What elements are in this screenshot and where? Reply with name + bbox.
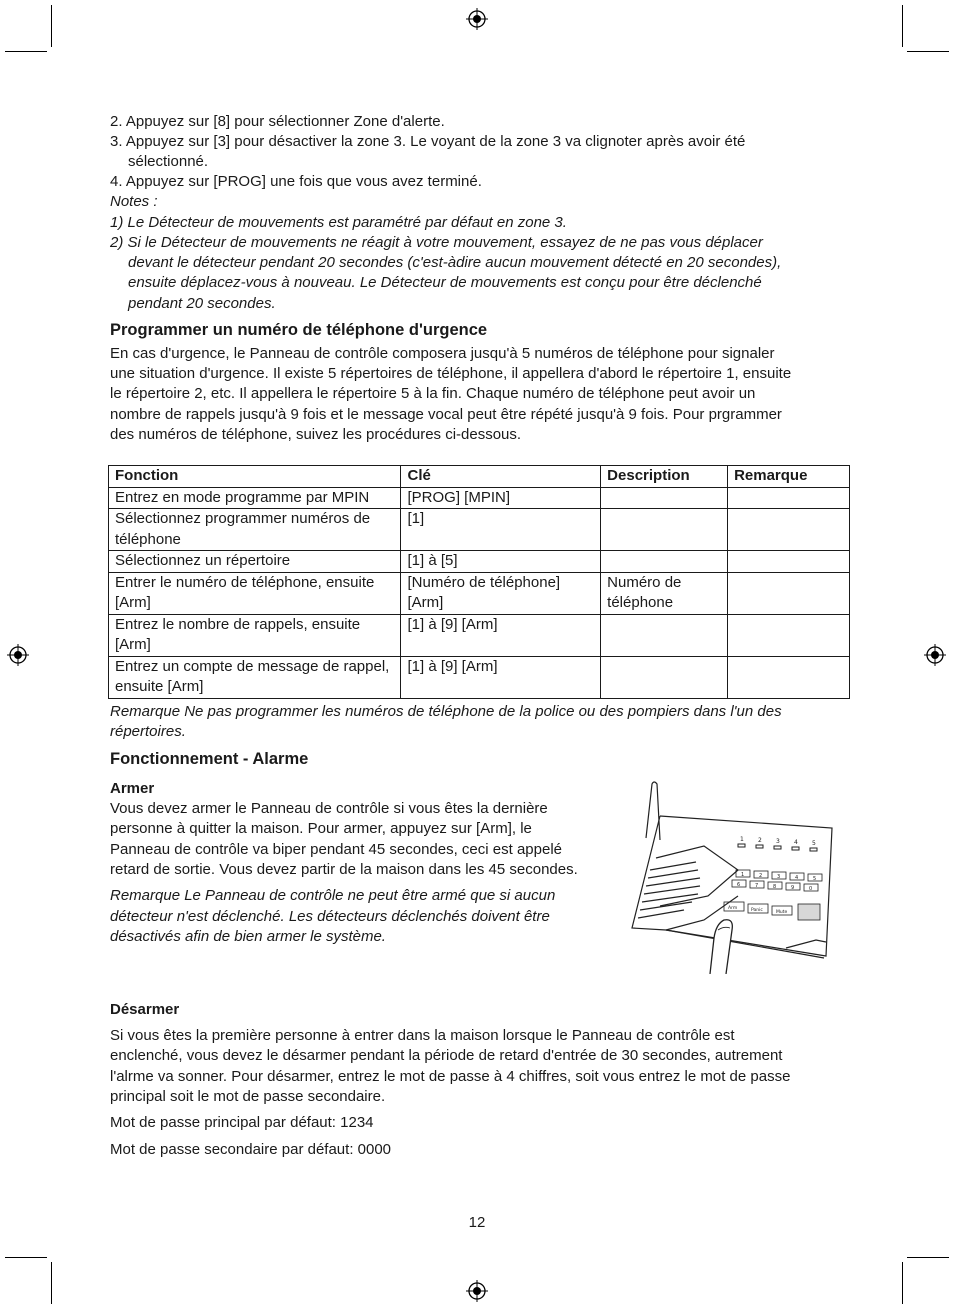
keypad-key: 0	[809, 886, 813, 892]
table-cell	[728, 509, 850, 551]
control-panel-illustration	[626, 778, 842, 974]
keypad-key: 5	[813, 876, 817, 882]
table-header: Fonction	[109, 466, 401, 488]
table-cell	[601, 614, 728, 656]
secondary-password: Mot de passe secondaire par défaut: 0000	[110, 1141, 392, 1158]
led-label: 3	[776, 838, 780, 845]
master-password: Mot de passe principal par défaut: 1234	[110, 1114, 374, 1131]
note-2-line: pendant 20 secondes.	[128, 295, 276, 312]
remark-line: Remarque Ne pas programmer les numéros de téléphone de la police ou des pompiers dans l'un des	[110, 703, 782, 720]
paragraph-line: personne à quitter la maison. Pour armer, appuyez sur [Arm], le	[110, 820, 532, 837]
list-item: 2. Appuyez sur [8] pour sélectionner Zone d'alerte.	[110, 113, 445, 130]
table-cell	[601, 487, 728, 509]
list-item: 4. Appuyez sur [PROG] une fois que vous avez terminé.	[110, 173, 482, 190]
panic-button-label: Panic	[751, 908, 763, 913]
table-cell: Entrez en mode programme par MPIN	[109, 487, 401, 509]
keypad-key: 9	[791, 885, 795, 891]
led-label: 2	[758, 837, 762, 844]
table-row	[109, 572, 850, 614]
section-heading-phone: Programmer un numéro de téléphone d'urgence	[110, 321, 488, 339]
paragraph-line: enclenché, vous devez le désarmer pendant la période de retard d'entrée de 30 secondes, autrement	[110, 1047, 783, 1064]
table-header: Description	[601, 466, 728, 488]
note-2-line: ensuite déplacez-vous à nouveau. Le Détecteur de mouvements est conçu pour être déclenché	[128, 274, 762, 291]
table-cell	[601, 656, 728, 698]
table-cell: [1]	[401, 509, 601, 551]
table-row	[109, 487, 850, 509]
keypad-key: 2	[759, 873, 763, 879]
led-label: 1	[740, 836, 744, 843]
note-2-line: 2) Si le Détecteur de mouvements ne réagit à votre mouvement, essayez de ne pas vous déplacer	[110, 234, 763, 251]
table-cell: [1] à [5]	[401, 551, 601, 573]
table-header: Clé	[401, 466, 601, 488]
table-cell: Sélectionnez programmer numéros de téléphone	[109, 509, 401, 551]
table-cell: [1] à [9] [Arm]	[401, 614, 601, 656]
registration-mark-icon	[466, 1280, 488, 1302]
note-1: 1) Le Détecteur de mouvements est paramétré par défaut en zone 3.	[110, 214, 567, 231]
table-cell: Entrez le nombre de rappels, ensuite [Arm]	[109, 614, 401, 656]
table-header-row	[109, 466, 850, 488]
subheading-disarm: Désarmer	[110, 1001, 180, 1018]
arm-button-label: Arm	[728, 906, 738, 911]
table-cell: Sélectionnez un répertoire	[109, 551, 401, 573]
table-cell	[601, 551, 728, 573]
table-cell	[728, 614, 850, 656]
paragraph-line: des numéros de téléphone, suivez les procédures ci-dessous.	[110, 426, 522, 443]
registration-mark-icon	[924, 644, 946, 666]
paragraph-line: Si vous êtes la première personne à entrer dans la maison lorsque le Panneau de contrôle est	[110, 1027, 735, 1044]
keypad-key: 3	[777, 874, 781, 880]
table-cell	[728, 656, 850, 698]
table-cell	[728, 572, 850, 614]
table-cell	[728, 487, 850, 509]
paragraph-line: Vous devez armer le Panneau de contrôle si vous êtes la dernière	[110, 800, 548, 817]
remark-line: Remarque Le Panneau de contrôle ne peut être armé que si aucun	[110, 887, 556, 904]
table-cell	[728, 551, 850, 573]
led-label: 5	[812, 840, 816, 847]
remark-line: répertoires.	[110, 723, 186, 740]
led-label: 4	[794, 839, 798, 846]
remark-line: détecteur n'est déclenché. Les détecteurs déclenchés doivent être	[110, 908, 550, 925]
table-cell: Numéro de téléphone	[601, 572, 728, 614]
table-row	[109, 656, 850, 698]
table-cell: [Numéro de téléphone] [Arm]	[401, 572, 601, 614]
paragraph-line: principal soit le mot de passe secondaire.	[110, 1088, 386, 1105]
table-cell: Entrez un compte de message de rappel, ensuite [Arm]	[109, 656, 401, 698]
table-row	[109, 614, 850, 656]
paragraph-line: le répertoire 2, etc. Il appellera le répertoire 5 à la fin. Chaque numéro de téléphone peut avoir un	[110, 385, 756, 402]
table-row	[109, 551, 850, 573]
table-row	[109, 509, 850, 551]
remark-line: désactivés afin de bien armer le système.	[110, 928, 386, 945]
table-cell	[601, 509, 728, 551]
page-number: 12	[468, 1214, 486, 1231]
paragraph-line: l'alrme va sonner. Pour désarmer, entrez le mot de passe à 4 chiffres, soit vous entrez le mot de passe	[110, 1068, 791, 1085]
registration-mark-icon	[7, 644, 29, 666]
programming-table	[108, 465, 850, 699]
registration-mark-icon	[466, 8, 488, 30]
keypad-key: 6	[737, 882, 741, 888]
keypad-key: 1	[741, 872, 745, 878]
paragraph-line: retard de sortie. Vous devez partir de la maison dans les 45 secondes.	[110, 861, 578, 878]
note-2-line: devant le détecteur pendant 20 secondes (c'est-àdire aucun mouvement détecté en 20 secondes),	[128, 254, 782, 271]
mute-button-label: Mute	[776, 910, 788, 915]
paragraph-line: En cas d'urgence, le Panneau de contrôle composera jusqu'à 5 numéros de téléphone pour signaler	[110, 345, 775, 362]
list-item: 3. Appuyez sur [3] pour désactiver la zone 3. Le voyant de la zone 3 va clignoter après avoir été	[110, 133, 746, 150]
notes-label: Notes :	[110, 193, 158, 210]
keypad-key: 4	[795, 875, 799, 881]
table-cell: Entrer le numéro de téléphone, ensuite [Arm]	[109, 572, 401, 614]
table-cell: [PROG] [MPIN]	[401, 487, 601, 509]
section-heading-alarm: Fonctionnement - Alarme	[110, 750, 309, 768]
table-cell: [1] à [9] [Arm]	[401, 656, 601, 698]
subheading-arm: Armer	[110, 780, 155, 797]
list-item-continuation: sélectionné.	[128, 153, 209, 170]
table-header: Remarque	[728, 466, 850, 488]
paragraph-line: nombre de rappels jusqu'à 9 fois et le message vocal peut être répété jusqu'à 9 fois. Pour prgrammer	[110, 406, 782, 423]
keypad-key: 7	[755, 883, 759, 889]
paragraph-line: une situation d'urgence. Il existe 5 répertoires de téléphone, il appellera d'abord le répertoire 1, ensuite	[110, 365, 792, 382]
keypad-key: 8	[773, 884, 777, 890]
paragraph-line: Panneau de contrôle va biper pendant 45 secondes, ceci est appelé	[110, 841, 562, 858]
